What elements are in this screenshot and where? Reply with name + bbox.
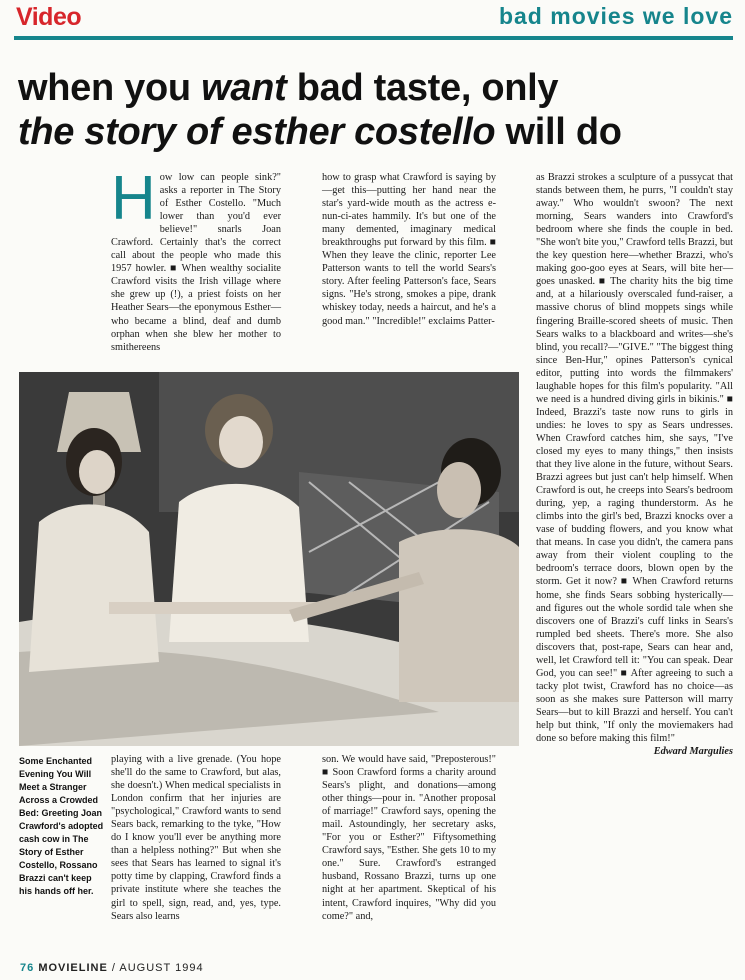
section-label: Video [16, 3, 82, 31]
issue-date: / AUGUST 1994 [111, 962, 204, 974]
article-text: son. We would have said, "Preposterous!" ■ Soon Crawford forms a charity around Sears's plight, and donations—among other things—pour in. "Another proposal of marriage!" Crawford says, opening the mail. Astoundingly, her secretary asks, "For you or Esther?" Fiftysomething Crawford says, "Esther. She gets 10 to my one." Sure. Crawford's estranged husband, Rossano Brazzi, turns up one night at her apartment. Skeptical of his intent, Crawford inquires, "Why did you come?" and, [322, 754, 496, 922]
headline [18, 66, 738, 154]
drop-cap: H [111, 164, 156, 233]
header-rule [14, 36, 733, 40]
film-still-photo [19, 372, 519, 746]
headline-line-2 [18, 110, 738, 154]
headline-film-title: the story of esther costello [18, 111, 496, 153]
article-text: playing with a live grenade. (You hope she'll do the same to Crawford, but alas, she doesn't.) When medical specialists in London confirm that her injuries are "psychological," Crawford wants to send Sears back, remarking to the tyke, "How do I know you'll ever be anything more than a helpless nothing?" But when she sees that Sears has learned to signal it's potty time by clapping, Crawford finds a private institute where she teaches the girl to spell, sign, read, and, yes, type. Sears also learns [111, 754, 281, 922]
article-text: how to grasp what Crawford is saying by—get this—putting her hand near the star's yard-wide mouth as the actress e-nun-ci-ates hammily. It's but one of the many demented, imaginary medical breakthroughs put forward by this film. ■ When they leave the clinic, reporter Lee Patterson wants to tell the world Sears's story. After feeling Patterson's face, Sears signs. "He's strong, smokes a pipe, drank whiskey today, needs a haircut, and he's a good man." "Incredible!" exclaims Patter- [322, 172, 496, 327]
article-column-5 [322, 753, 496, 923]
headline-text: when you [18, 67, 202, 109]
series-label: bad movies we love [498, 3, 733, 29]
photo-caption: Some Enchanted Evening You Will Meet a Stranger Across a Crowded Bed: Greeting Joan Crawford's adopted cash cow in The Story of Esther Costello, Rossano Brazzi can't keep his hands off her. [19, 756, 104, 896]
magazine-name: MOVIELINE [38, 962, 108, 974]
page-footer [20, 962, 204, 974]
article-column-2 [322, 171, 496, 328]
article-column-4 [111, 753, 281, 923]
page-number: 76 [20, 962, 35, 974]
article-column-1 [111, 164, 281, 354]
headline-text: bad taste, only [286, 67, 559, 109]
headline-emphasis: want [201, 67, 287, 109]
article-text: ow low can people sink?" asks a reporter in The Story of Esther Costello. "Much lower than you'd ever believe!" snarls Joan Crawford. Certainly that's the correct call about the people who made this 1957 howler. ■ When wealthy socialite Crawford visits the Irish village where she grew up (!), a priest foists on her Heather Sears—the eponymous Esther—who became a blind, deaf and dumb orphan when she blew her mother to smithereens [111, 172, 281, 353]
article-column-3 [536, 171, 733, 758]
headline-line-1 [18, 66, 738, 110]
photo-illustration [19, 372, 519, 746]
byline: Edward Margulies [653, 746, 733, 758]
headline-text: will do [495, 111, 622, 153]
article-text: as Brazzi strokes a sculpture of a pussycat that stands between them, he purrs, "I couldn't stay away." Who wouldn't swoon? The next morning, Sears wanders into Crawford's bedroom where she finds the couple in bed. "She won't bite you," Crawford tells Brazzi, but the key question here—whether Brazzi, who's making goo-goo eyes at Sears, will bite her—goes unasked. ■ The charity hits the big time and, at a hilariously overscaled fund-raiser, a massive chorus of blind moppets sings while fingering Braille-scored sheets of music. Then Sears walks to a blackboard and writes—she's blind, you recall?—"GIVE." "The biggest thing since Ben-Hur," opines Patterson's cynical editor, putting into words the filmmakers' laughable hopes for this film's popularity. "All we need is a hundred diving girls in bikinis." ■ Indeed, Brazzi's taste now runs to girls in undies: he loves to spy as Sears undresses. When Crawford catches him, she says, "I've closed my eyes to many things," then insists that they live alone in the future, without Sears. Brazzi agrees but just can't help himself. When Crawford is out, he creeps into Sears's bedroom during, yep, a raging thunderstorm. As he climbs into the girl's bed, Brazzi knocks over a vase of budding flowers, and you know what that means. In case you didn't, the camera pans away from their violent coupling to the bedroom's terrace doors, blown open by the storm. Get it now? ■ When Crawford returns home, she finds Sears sobbing hysterically—and figures out the whole sordid tale when she discovers one of Brazzi's cuff links in Sears's rumpled bed sheets. There's more. She also discovers that, post-rape, Sears can hear and, well, let Crawford tell it: "You can speak. Dear God, you can see!" ■ After agreeing to such a tacky plot twist, Crawford has no choice—as soon as she makes sure Patterson will marry Sears—but to kill Brazzi and herself. You can't help but think, "If only the moviemakers had done so before making this film!" [536, 172, 733, 745]
